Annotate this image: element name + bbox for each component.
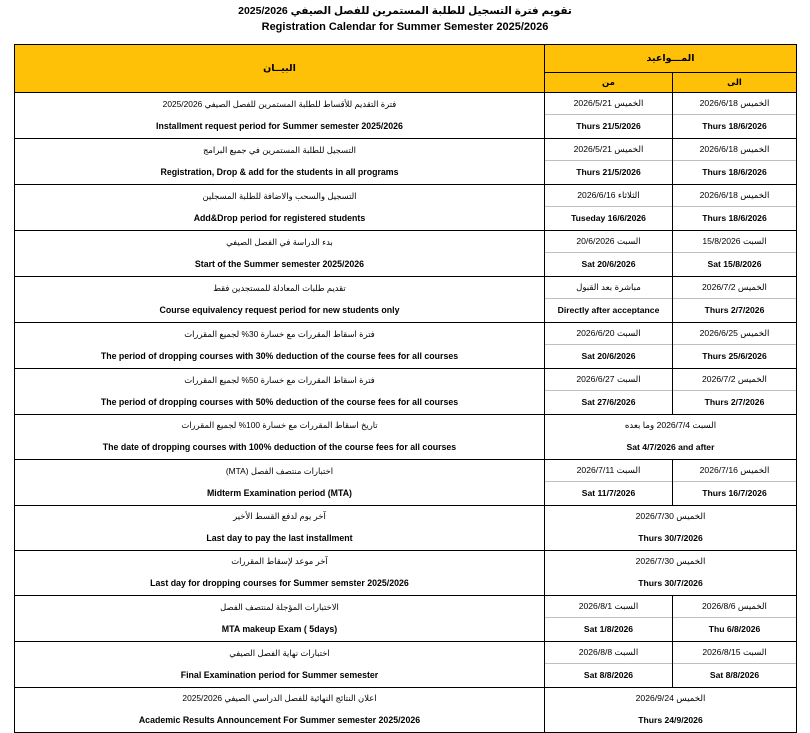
date-cell-merged-english: Thurs 24/9/2026 (638, 715, 703, 725)
date-cell-from-arabic: مباشرة بعد القبول (545, 277, 672, 299)
description-cell (14, 688, 544, 733)
description-arabic: الاختبارات المؤجلة لمنتصف الفصل (220, 601, 339, 612)
date-cell-to-english: Thurs 2/7/2026 (704, 397, 765, 407)
date-cell-from (544, 231, 672, 277)
description-cell (14, 369, 544, 415)
date-cell-from (544, 185, 672, 231)
date-cell-from (544, 277, 672, 323)
date-cell-merged (544, 415, 796, 460)
table-row (14, 415, 796, 460)
date-cell-from (544, 642, 672, 688)
date-cell-to-english: Thurs 2/7/2026 (704, 305, 765, 315)
date-cell-from-arabic: الثلاثاء 2026/6/16 (545, 185, 672, 207)
date-cell-to-arabic: السبت 2026/8/15 (673, 642, 796, 664)
date-cell-to (673, 93, 797, 139)
date-cell-to-arabic: الخميس 2026/6/25 (673, 323, 796, 345)
header-date-from: من (544, 73, 672, 93)
date-cell-to (673, 277, 797, 323)
date-cell-to (673, 323, 797, 369)
description-english: Last day to pay the last installment (206, 533, 353, 543)
description-cell (14, 506, 544, 551)
description-cell (14, 185, 544, 231)
date-cell-from-english: Directly after acceptance (557, 305, 660, 315)
date-cell-merged-english: Sat 4/7/2026 and after (626, 442, 715, 452)
document-title-block (0, 0, 810, 35)
description-english: Registration, Drop & add for the students in all programs (160, 166, 399, 177)
description-arabic: فترة التقديم للأقساط للطلبة المستمرين للفصل الصيفي 2025/2026 (162, 98, 397, 109)
date-cell-from-english: Thurs 21/5/2026 (576, 121, 641, 131)
date-cell-merged-arabic: الخميس 2026/7/30 (635, 511, 706, 521)
description-arabic: اعلان النتائج النهائية للفصل الدراسي الصيفي 2025/2026 (182, 693, 377, 703)
description-cell (14, 642, 544, 688)
table-body (14, 93, 796, 733)
date-cell-from-arabic: السبت 2026/7/11 (545, 460, 672, 482)
header-description (14, 45, 544, 93)
table-header (14, 45, 796, 93)
table-row (14, 185, 796, 231)
date-cell-to-english: Sat 8/8/2026 (709, 670, 760, 680)
date-cell-merged-arabic: الخميس 2026/7/30 (635, 556, 706, 566)
description-arabic: اختبارات نهاية الفصل الصيفي (229, 647, 330, 658)
description-arabic: فترة اسقاط المقررات مع خسارة 30% لجميع المقررات (184, 328, 375, 339)
date-cell-to-arabic: الخميس 2026/6/18 (673, 93, 796, 115)
description-cell (14, 551, 544, 596)
date-cell-to (673, 460, 797, 506)
date-cell-to-arabic: السبت 15/8/2026 (673, 231, 796, 253)
table-row (14, 460, 796, 506)
date-cell-merged (544, 688, 796, 733)
description-cell (14, 596, 544, 642)
date-cell-from (544, 323, 672, 369)
date-cell-to-english: Thurs 18/6/2026 (702, 167, 767, 177)
description-english: Last day for dropping courses for Summer semster 2025/2026 (150, 578, 409, 588)
date-cell-to-arabic: الخميس 2026/8/6 (673, 596, 796, 618)
date-cell-from-english: Sat 8/8/2026 (583, 670, 634, 680)
date-cell-to (673, 139, 797, 185)
description-arabic: التسجيل للطلبة المستمرين في جميع البرامج (203, 144, 356, 155)
table-row (14, 551, 796, 596)
registration-calendar-table (14, 44, 797, 733)
date-cell-to (673, 185, 797, 231)
date-cell-to (673, 231, 797, 277)
description-english: Academic Results Announcement For Summer semester 2025/2026 (138, 715, 421, 725)
date-cell-merged-arabic: الخميس 2026/9/24 (635, 693, 706, 703)
date-cell-to-arabic: الخميس 2026/7/16 (673, 460, 796, 482)
description-cell (14, 139, 544, 185)
table-row (14, 506, 796, 551)
description-english: Start of the Summer semester 2025/2026 (194, 258, 365, 269)
date-cell-from (544, 460, 672, 506)
date-cell-merged (544, 506, 796, 551)
date-cell-from-english: Tuseday 16/6/2026 (571, 213, 646, 223)
description-arabic: بدء الدراسة في الفصل الصيفي (226, 236, 333, 247)
description-cell (14, 323, 544, 369)
description-english: Course equivalency request period for new students only (159, 304, 400, 315)
description-cell (14, 415, 544, 460)
description-arabic: التسجيل والسحب والاضافة للطلبة المسجلين (202, 190, 357, 201)
description-english: The date of dropping courses with 100% deduction of the course fees for all courses (102, 442, 457, 452)
description-cell (14, 277, 544, 323)
calendar-table-container (0, 44, 810, 733)
date-cell-to-english: Thurs 25/6/2026 (702, 351, 767, 361)
description-english: The period of dropping courses with 30% deduction of the course fees for all courses (100, 350, 459, 361)
date-cell-to-arabic: الخميس 2026/7/2 (673, 277, 796, 299)
table-row (14, 369, 796, 415)
date-cell-from-arabic: الخميس 2026/5/21 (545, 139, 672, 161)
description-english: The period of dropping courses with 50% deduction of the course fees for all courses (100, 396, 459, 407)
table-row (14, 277, 796, 323)
description-arabic: آخر موعد لإسقاط المقررات (231, 556, 328, 566)
date-cell-to-english: Thurs 18/6/2026 (702, 213, 767, 223)
date-cell-from-english: Thurs 21/5/2026 (576, 167, 641, 177)
date-cell-to-arabic: الخميس 2026/6/18 (673, 139, 796, 161)
description-cell (14, 231, 544, 277)
page-title-arabic: تقويم فترة التسجيل للطلبة المستمرين للفصل الصيفي 2025/2026 (238, 5, 572, 17)
date-cell-from (544, 369, 672, 415)
date-cell-from-english: Sat 20/6/2026 (581, 259, 636, 269)
date-cell-to (673, 369, 797, 415)
description-arabic: تاريخ اسقاط المقررات مع خسارة 100% لجميع المقررات (181, 420, 378, 430)
date-cell-from-arabic: السبت 2026/6/20 (545, 323, 672, 345)
description-english: Midterm Examination period (MTA) (206, 487, 352, 498)
date-cell-from (544, 139, 672, 185)
date-cell-from (544, 93, 672, 139)
description-arabic: تقديم طلبات المعادلة للمستجدين فقط (213, 282, 346, 293)
date-cell-to-english: Thurs 16/7/2026 (702, 488, 767, 498)
header-date-to: الى (673, 73, 797, 93)
date-cell-to-arabic: الخميس 2026/7/2 (673, 369, 796, 391)
description-arabic: فترة اسقاط المقررات مع خسارة 50% لجميع المقررات (184, 374, 375, 385)
description-english: MTA makeup Exam ( 5days) (221, 623, 338, 634)
table-row (14, 323, 796, 369)
date-cell-merged-english: Thurs 30/7/2026 (638, 533, 703, 543)
table-row (14, 231, 796, 277)
date-cell-from-english: Sat 11/7/2026 (581, 488, 636, 498)
date-cell-to-arabic: الخميس 2026/6/18 (673, 185, 796, 207)
header-dates-group-label: المـــواعيد (646, 53, 695, 64)
table-row (14, 688, 796, 733)
description-english: Final Examination period for Summer semester (180, 669, 379, 680)
date-cell-from-arabic: السبت 2026/8/8 (545, 642, 672, 664)
description-cell (14, 460, 544, 506)
table-row (14, 139, 796, 185)
date-cell-from-arabic: السبت 2026/8/1 (545, 596, 672, 618)
description-arabic: اختبارات منتصف الفصل (MTA) (225, 465, 334, 476)
date-cell-from-arabic: السبت 2026/6/27 (545, 369, 672, 391)
date-cell-from-english: Sat 1/8/2026 (583, 624, 634, 634)
date-cell-from-arabic: السبت 20/6/2026 (545, 231, 672, 253)
header-dates-group (544, 45, 796, 73)
table-row (14, 642, 796, 688)
date-cell-from-english: Sat 27/6/2026 (581, 397, 636, 407)
date-cell-to-english: Thurs 18/6/2026 (702, 121, 767, 131)
date-cell-merged-english: Thurs 30/7/2026 (638, 578, 703, 588)
table-header-row-group (14, 45, 796, 73)
date-cell-from-arabic: الخميس 2026/5/21 (545, 93, 672, 115)
date-cell-from (544, 596, 672, 642)
table-row (14, 93, 796, 139)
date-cell-to-english: Thu 6/8/2026 (708, 624, 761, 634)
date-cell-to (673, 642, 797, 688)
header-description-label: البيــان (263, 63, 296, 74)
date-cell-merged (544, 551, 796, 596)
date-cell-to-english: Sat 15/8/2026 (707, 259, 762, 269)
date-cell-merged-arabic: السبت 2026/7/4 وما بعده (624, 420, 717, 430)
page-title-english: Registration Calendar for Summer Semester 2025/2026 (261, 21, 549, 33)
description-cell (14, 93, 544, 139)
date-cell-from-english: Sat 20/6/2026 (581, 351, 636, 361)
description-english: Installment request period for Summer semester 2025/2026 (156, 120, 403, 131)
date-cell-to (673, 596, 797, 642)
table-row (14, 596, 796, 642)
description-english: Add&Drop period for registered students (193, 212, 366, 223)
description-arabic: آخر يوم لدفع القسط الأخير (233, 511, 326, 521)
